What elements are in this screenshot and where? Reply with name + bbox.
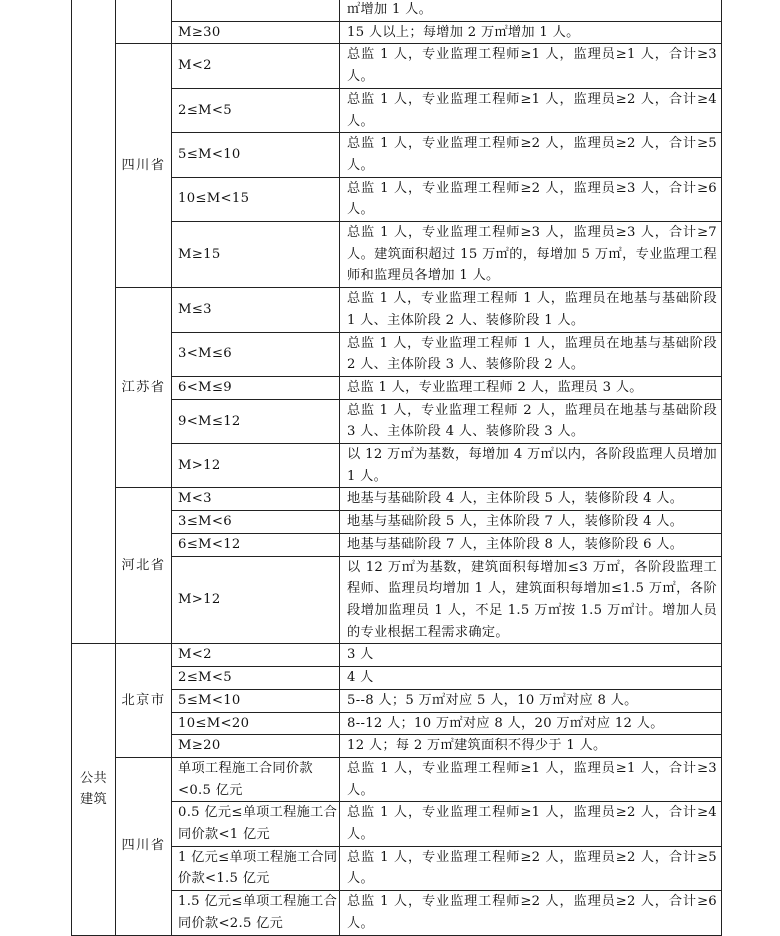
staffing-requirement-cell: 8--12 人；10 万㎡对应 8 人，20 万㎡对应 12 人。 [340, 712, 722, 735]
area-range-cell: M<3 [172, 488, 340, 511]
area-range-cell: 单项工程施工合同价款<0.5 亿元 [172, 757, 340, 801]
area-range-cell: M≥20 [172, 735, 340, 758]
staffing-requirement-cell: 总监 1 人，专业监理工程师 2 人，监理员在地基与基础阶段 3 人、主体阶段 4 人、装修阶段 3 人。 [340, 399, 722, 443]
area-range-cell: 3≤M<6 [172, 511, 340, 534]
staffing-requirement-cell: 地基与基础阶段 4 人，主体阶段 5 人，装修阶段 4 人。 [340, 488, 722, 511]
staffing-requirement-cell: 4 人 [340, 667, 722, 690]
staffing-requirement-cell: 3 人 [340, 644, 722, 667]
staffing-table [71, 0, 722, 936]
area-range-cell: 10≤M<15 [172, 177, 340, 221]
staffing-requirement-cell: 总监 1 人，专业监理工程师≥2 人，监理员≥2 人，合计≥5 人。 [340, 846, 722, 890]
area-range-cell: 6≤M<12 [172, 533, 340, 556]
area-range-cell [172, 0, 340, 21]
category-label-line: 公共 [80, 771, 107, 787]
area-range-cell: 5≤M<10 [172, 689, 340, 712]
province-cell: 北京市 [116, 644, 172, 758]
staffing-requirement-cell: 15 人以上；每增加 2 万㎡增加 1 人。 [340, 21, 722, 44]
staffing-requirement-cell: 总监 1 人，专业监理工程师≥1 人，监理员≥1 人，合计≥3 人。 [340, 44, 722, 88]
area-range-cell: 2≤M<5 [172, 667, 340, 690]
area-range-cell: M<2 [172, 44, 340, 88]
staffing-requirement-cell: 地基与基础阶段 7 人，主体阶段 8 人，装修阶段 6 人。 [340, 533, 722, 556]
category-label-line: 建筑 [80, 792, 107, 808]
province-cell: 四川省 [116, 757, 172, 935]
area-range-cell: M>12 [172, 556, 340, 644]
staffing-requirement-cell: 总监 1 人，专业监理工程师 1 人，监理员在地基与基础阶段 1 人、主体阶段 2 人、装修阶段 1 人。 [340, 288, 722, 332]
area-range-cell: M>12 [172, 444, 340, 488]
area-range-cell: M≤3 [172, 288, 340, 332]
table-row [72, 644, 722, 667]
area-range-cell: M≥30 [172, 21, 340, 44]
area-range-cell: 1 亿元≤单项工程施工合同价款<1.5 亿元 [172, 846, 340, 890]
table-row [72, 757, 722, 801]
staffing-requirement-cell: 5--8 人；5 万㎡对应 5 人，10 万㎡对应 8 人。 [340, 689, 722, 712]
staffing-requirement-cell: 以 12 万㎡为基数，建筑面积每增加≤3 万㎡，各阶段监理工程师、监理员均增加 1 人，建筑面积每增加≤1.5 万㎡，各阶段增加监理员 1 人，不足 1.5 万㎡按 1.5 万㎡计。增加人员的专业根据工程需求确定。 [340, 556, 722, 644]
province-cell: 四川省 [116, 44, 172, 288]
area-range-cell: M≥15 [172, 222, 340, 288]
staffing-requirement-cell: ㎡增加 1 人。 [340, 0, 722, 21]
area-range-cell: 0.5 亿元≤单项工程施工合同价款<1 亿元 [172, 802, 340, 846]
staffing-requirement-cell: 总监 1 人，专业监理工程师≥1 人，监理员≥1 人，合计≥3 人。 [340, 757, 722, 801]
area-range-cell: 1.5 亿元≤单项工程施工合同价款<2.5 亿元 [172, 891, 340, 935]
table-row [72, 488, 722, 511]
province-cell [116, 0, 172, 44]
staffing-requirement-cell: 总监 1 人，专业监理工程师≥1 人，监理员≥2 人，合计≥4 人。 [340, 802, 722, 846]
area-range-cell: 10≤M<20 [172, 712, 340, 735]
staffing-requirement-cell: 总监 1 人，专业监理工程师≥3 人，监理员≥3 人，合计≥7 人。建筑面积超过 15 万㎡的，每增加 5 万㎡，专业监理工程师和监理员各增加 1 人。 [340, 222, 722, 288]
staffing-requirement-cell: 以 12 万㎡为基数，每增加 4 万㎡以内，各阶段监理人员增加 1 人。 [340, 444, 722, 488]
staffing-requirement-cell: 地基与基础阶段 5 人，主体阶段 7 人，装修阶段 4 人。 [340, 511, 722, 534]
area-range-cell: 6<M≤9 [172, 376, 340, 399]
staffing-requirement-cell: 总监 1 人，专业监理工程师≥1 人，监理员≥2 人，合计≥4 人。 [340, 88, 722, 132]
area-range-cell: 5≤M<10 [172, 133, 340, 177]
table-row [72, 44, 722, 88]
staffing-requirement-cell: 总监 1 人，专业监理工程师≥2 人，监理员≥2 人，合计≥6 人。 [340, 891, 722, 935]
staffing-requirement-cell: 总监 1 人，专业监理工程师 1 人，监理员在地基与基础阶段 2 人、主体阶段 3 人、装修阶段 2 人。 [340, 332, 722, 376]
building-category-cell [72, 0, 116, 644]
staffing-requirement-cell: 总监 1 人，专业监理工程师≥2 人，监理员≥3 人，合计≥6 人。 [340, 177, 722, 221]
table-row [72, 0, 722, 21]
area-range-cell: M<2 [172, 644, 340, 667]
area-range-cell: 2≤M<5 [172, 88, 340, 132]
staffing-requirement-cell: 12 人；每 2 万㎡建筑面积不得少于 1 人。 [340, 735, 722, 758]
building-category-cell [72, 644, 116, 935]
area-range-cell: 3<M≤6 [172, 332, 340, 376]
province-cell: 江苏省 [116, 288, 172, 488]
province-cell: 河北省 [116, 488, 172, 644]
area-range-cell: 9<M≤12 [172, 399, 340, 443]
staffing-requirement-cell: 总监 1 人，专业监理工程师 2 人，监理员 3 人。 [340, 376, 722, 399]
staffing-requirement-cell: 总监 1 人，专业监理工程师≥2 人，监理员≥2 人，合计≥5 人。 [340, 133, 722, 177]
table-row [72, 288, 722, 332]
